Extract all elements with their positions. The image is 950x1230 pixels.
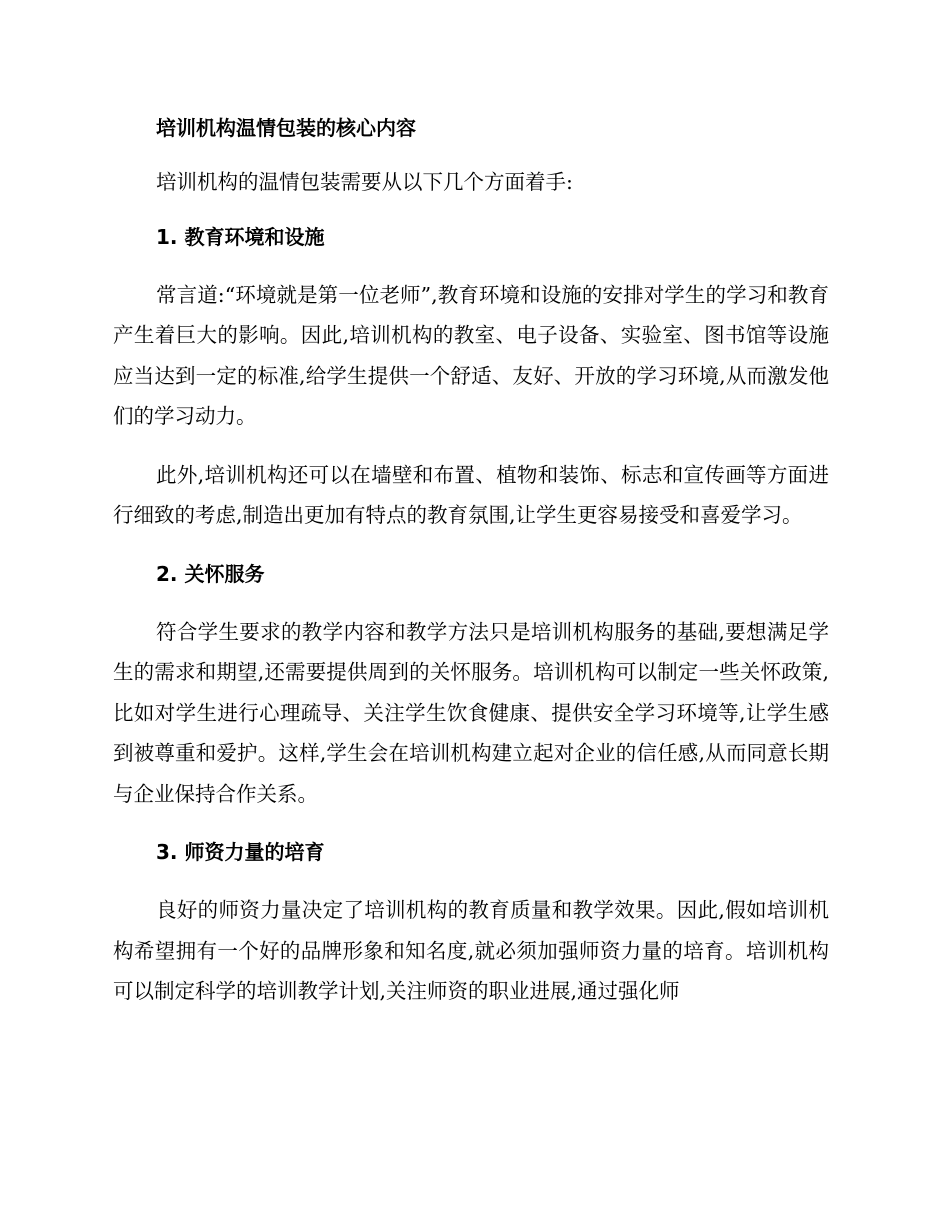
section-paragraph: 符合学生要求的教学内容和教学方法只是培训机构服务的基础,要想满足学生的需求和期望,还需要提供周到的关怀服务。培训机构可以制定一些关怀政策,比如对学生进行心理疏导、关注学生饮食健康、提供安全学习环境等,让学生感到被尊重和爱护。这样,学生会在培训机构建立起对企业的信任感,从而同意长期与企业保持合作关系。 (113, 619, 829, 806)
document-body (113, 112, 829, 1012)
section-paragraph: 良好的师资力量决定了培训机构的教育质量和教学效果。因此,假如培训机构希望拥有一个好的品牌形象和知名度,就必须加强师资力量的培育。培训机构可以制定科学的培训教学计划,关注师资的职业进展,通过强化师 (113, 898, 829, 1003)
section-heading-care-service: 2. 关怀服务 (156, 561, 265, 586)
section-heading-teaching-staff: 3. 师资力量的培育 (156, 840, 325, 864)
section-paragraph: 此外,培训机构还可以在墙壁和布置、植物和装饰、标志和宣传画等方面进行细致的考虑,制造出更加有特点的教育氛围,让学生更容易接受和喜爱学习。 (113, 462, 829, 527)
document-title: 培训机构温情包装的核心内容 (156, 116, 416, 140)
section-paragraph: 常言道:“环境就是第一位老师”,教育环境和设施的安排对学生的学习和教育产生着巨大的影响。因此,培训机构的教室、电子设备、实验室、图书馆等设施应当达到一定的标准,给学生提供一个舒适、友好、开放的学习环境,从而激发他们的学习动力。 (113, 282, 829, 428)
section-heading-environment: 1. 教育环境和设施 (156, 224, 325, 249)
intro-paragraph: 培训机构的温情包装需要从以下几个方面着手: (156, 170, 573, 194)
